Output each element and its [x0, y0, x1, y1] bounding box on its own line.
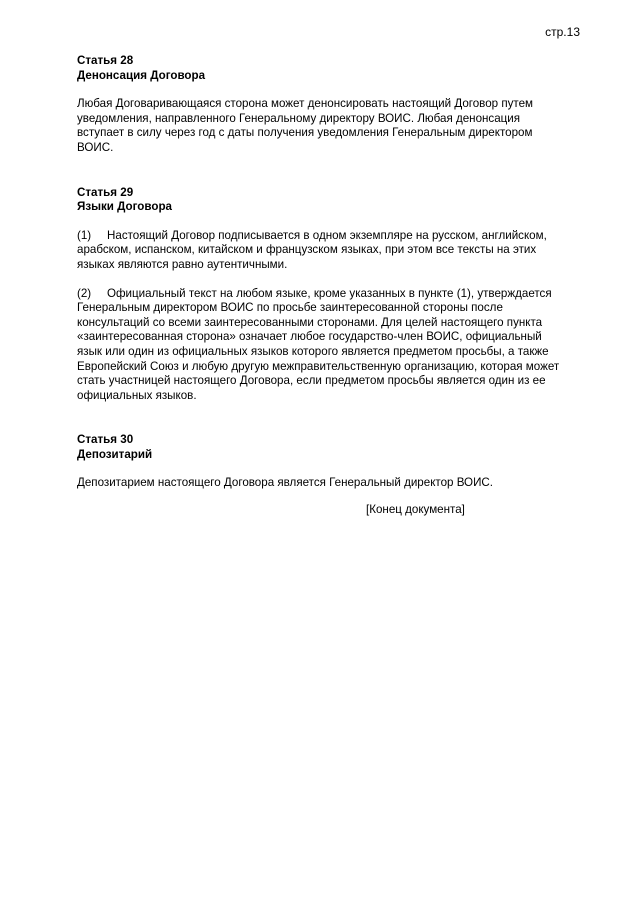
paragraph-text: Официальный текст на любом языке, кроме указанных в пункте (1), утверждается Генеральным директором ВОИС по просьбе заинтересованной стороны после консультаций со всеми заинтересованными сторонами. Для целей настоящего пункта «заинтересованная сторона» означает любое государство-член ВОИС, официальный язык или один из официальных языков которого является предметом просьбы, а также Европейский Союз и любую другую межправительственную организацию, которая может стать участницей настоящего Договора, если предметом просьбы является один из ее официальных языков. [77, 286, 560, 402]
article-title: Денонсация Договора [77, 68, 206, 82]
paragraph-text: Настоящий Договор подписывается в одном экземпляре на русском, английском, арабском, испанском, китайском и французском языках, при этом все тексты на этих языках являются равно аутентичными. [77, 228, 547, 271]
article-29 [77, 186, 567, 404]
article-title: Языки Договора [77, 200, 172, 214]
article-30 [77, 433, 567, 491]
page-number: стр.13 [545, 25, 580, 39]
article-paragraph [77, 476, 567, 491]
article-number: Статья 28 [77, 54, 134, 67]
article-paragraph [77, 229, 567, 273]
article-number: Статья 29 [77, 185, 134, 199]
paragraph-text: Депозитарием настоящего Договора является Генеральный директор ВОИС. [77, 476, 493, 490]
article-title: Депозитарий [77, 447, 153, 461]
paragraph-number: (1) [77, 228, 92, 242]
article-paragraph [77, 287, 567, 404]
document-body [77, 54, 567, 491]
paragraph-text: Любая Договаривающаяся сторона может денонсировать настоящий Договор путем уведомления, направленного Генеральному директору ВОИС. Любая денонсация вступает в силу через год с даты получения уведомления Генеральным директором ВОИС. [77, 97, 534, 154]
article-number: Статья 30 [77, 433, 134, 447]
end-of-document-mark: [Конец документа] [366, 503, 465, 516]
paragraph-number: (2) [77, 286, 92, 300]
article-paragraph [77, 97, 567, 155]
article-28 [77, 54, 567, 156]
